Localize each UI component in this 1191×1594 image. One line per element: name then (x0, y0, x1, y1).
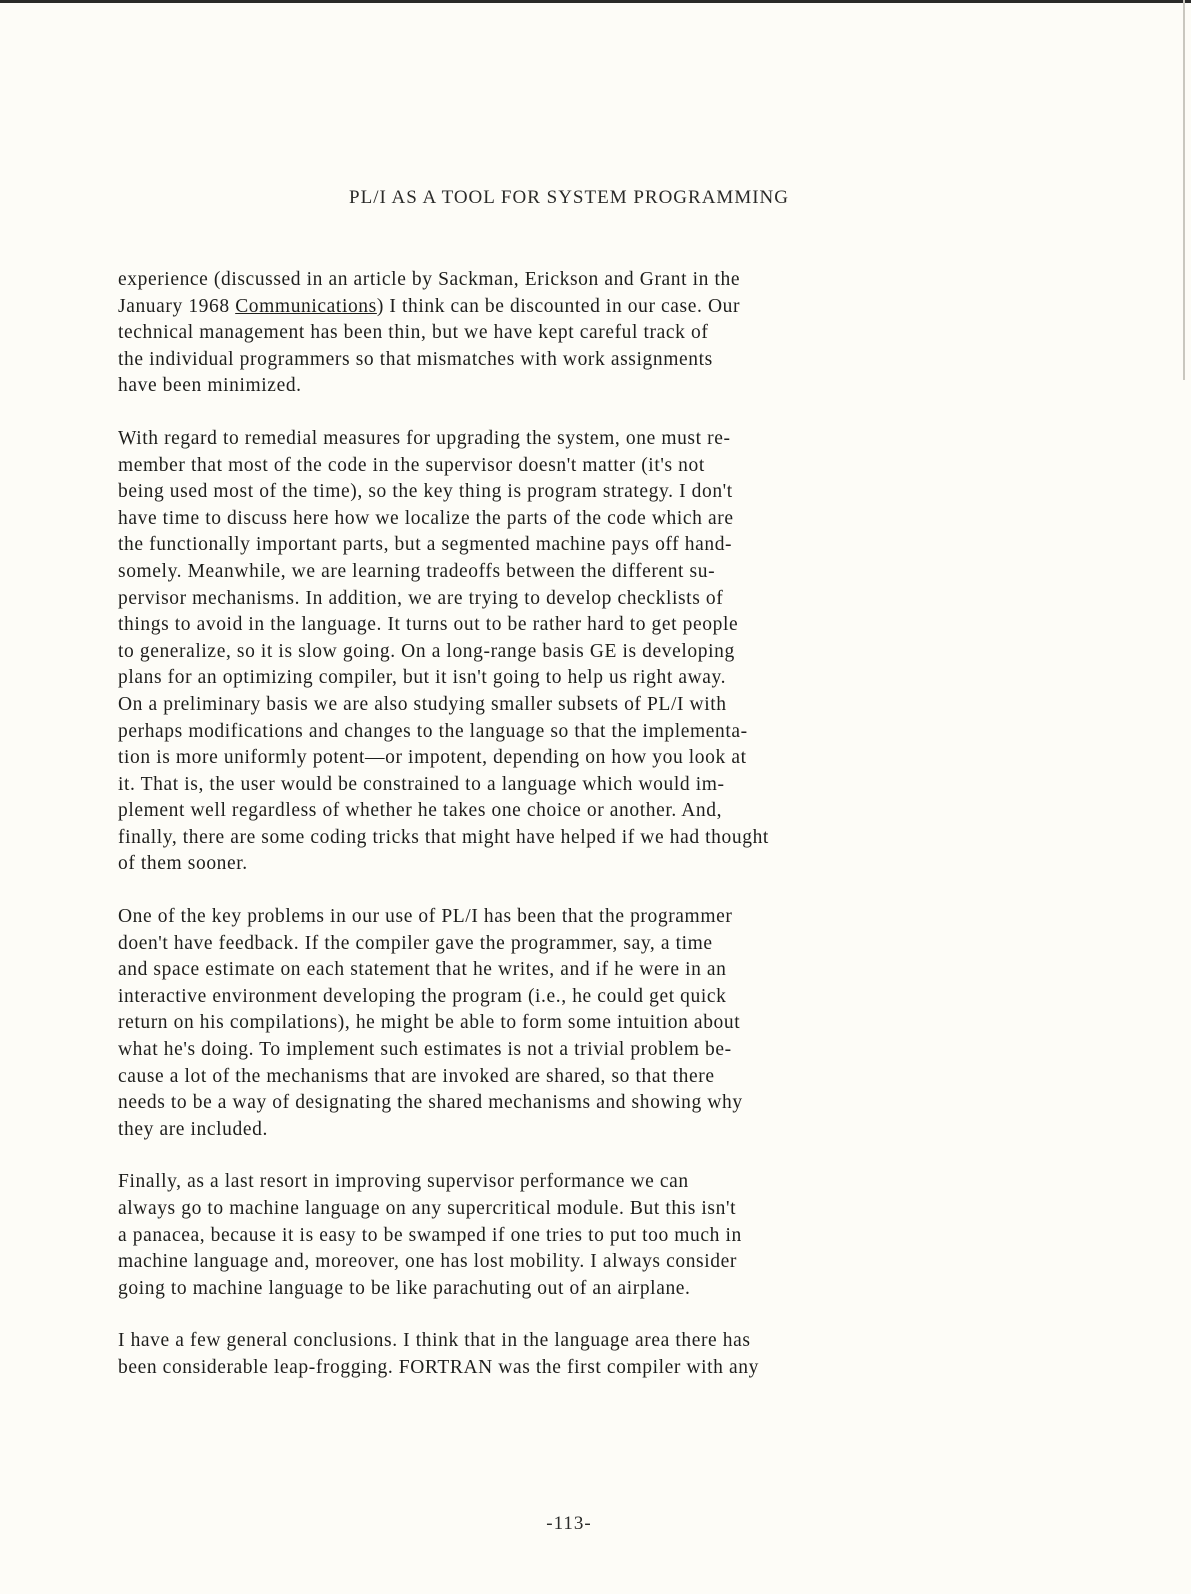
text-line: technical management has been thin, but we have kept careful track of (118, 322, 709, 344)
text-line: machine language and, moreover, one has lost mobility. I always consider (118, 1251, 737, 1273)
text-line: cause a lot of the mechanisms that are invoked are shared, so that there (118, 1065, 715, 1087)
text-line: what he's doing. To implement such estimates is not a trivial problem be- (118, 1039, 732, 1061)
text-line: Finally, as a last resort in improving supervisor performance we can (118, 1171, 689, 1193)
text-line: been considerable leap-frogging. FORTRAN was the first compiler with any (118, 1356, 759, 1378)
text-line: tion is more uniformly potent—or impotent, depending on how you look at (118, 747, 747, 769)
text-line: plement well regardless of whether he takes one choice or another. And, (118, 800, 723, 822)
paragraph (118, 904, 1058, 1143)
page-number: -113- (546, 1513, 592, 1534)
text-line-with-underline (118, 294, 1058, 321)
text-line: they are included. (118, 1118, 268, 1140)
text-line: the individual programmers so that mismatches with work assignments (118, 348, 713, 370)
paragraph (118, 1328, 1058, 1381)
text-line: perhaps modifications and changes to the language so that the implementa- (118, 720, 748, 742)
text-line: return on his compilations), he might be able to form some intuition about (118, 1012, 741, 1034)
page-top-edge (0, 0, 1191, 3)
paragraph (118, 426, 1058, 878)
line-prefix: January 1968 (118, 295, 236, 317)
page-right-edge (1183, 0, 1185, 380)
text-line: things to avoid in the language. It turns out to be rather hard to get people (118, 614, 739, 636)
text-line: the functionally important parts, but a segmented machine pays off hand- (118, 534, 733, 556)
page-title: PL/I AS A TOOL FOR SYSTEM PROGRAMMING (349, 187, 789, 208)
text-line: needs to be a way of designating the shared mechanisms and showing why (118, 1092, 743, 1114)
text-line: One of the key problems in our use of PL/I has been that the programmer (118, 906, 733, 928)
text-line: With regard to remedial measures for upgrading the system, one must re- (118, 427, 731, 449)
text-line: I have a few general conclusions. I think that in the language area there has (118, 1330, 751, 1352)
text-line: have been minimized. (118, 375, 302, 397)
text-line: finally, there are some coding tricks that might have helped if we had thought (118, 826, 769, 848)
text-line: always go to machine language on any supercritical module. But this isn't (118, 1198, 737, 1219)
text-line: a panacea, because it is easy to be swamped if one tries to put too much in (118, 1224, 742, 1246)
text-line: pervisor mechanisms. In addition, we are trying to develop checklists of (118, 587, 724, 609)
text-line: and space estimate on each statement that he writes, and if he were in an (118, 959, 727, 981)
text-line: have time to discuss here how we localize the parts of the code which are (118, 507, 734, 529)
text-line: somely. Meanwhile, we are learning tradeoffs between the different su- (118, 560, 716, 582)
text-line: to generalize, so it is slow going. On a long-range basis GE is developing (118, 640, 735, 662)
text-line: going to machine language to be like parachuting out of an airplane. (118, 1277, 691, 1299)
paragraph (118, 267, 1058, 400)
text-line: member that most of the code in the supervisor doesn't matter (it's not (118, 454, 705, 476)
line-suffix: ) I think can be discounted in our case. Our (376, 295, 741, 317)
text-line: doen't have feedback. If the compiler gave the programmer, say, a time (118, 932, 713, 954)
text-line: On a preliminary basis we are also studying smaller subsets of PL/I with (118, 693, 727, 715)
text-line: interactive environment developing the program (i.e., he could get quick (118, 985, 727, 1007)
underlined-journal-title: Communications (235, 295, 377, 317)
body-text (118, 267, 1058, 1408)
text-line: being used most of the time), so the key thing is program strategy. I don't (118, 481, 733, 503)
text-line: experience (discussed in an article by Sackman, Erickson and Grant in the (118, 269, 741, 290)
text-line: it. That is, the user would be constrained to a language which would im- (118, 773, 725, 795)
text-line: of them sooner. (118, 853, 248, 875)
text-line: plans for an optimizing compiler, but it isn't going to help us right away. (118, 667, 727, 689)
paragraph (118, 1169, 1058, 1302)
